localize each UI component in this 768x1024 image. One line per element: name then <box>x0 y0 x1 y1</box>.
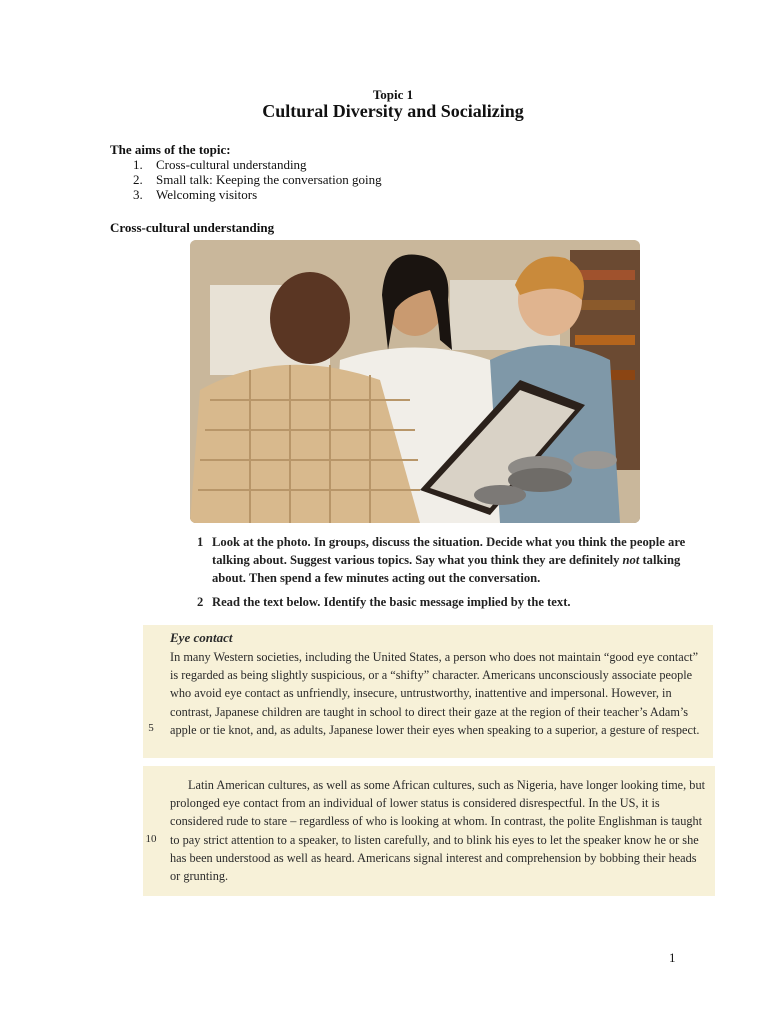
reading-paragraph-1: In many Western societies, including the United States, a person who does not maintain “good eye contact” is regarded as being slightly suspicious, or a “shifty” character. Americans unconsciously associate people who avoid eye contact as unfriendly, insecure, untrustworthy, inattentive and impersonal. However, in contrast, Japanese children are taught in school to direct their gaze at the region of their teacher’s Adam’s apple or tie knot, and, as adults, Japanese lower their eyes when speaking to a superior, a gesture of respect. <box>170 650 700 737</box>
task-list <box>197 533 717 617</box>
reading-body <box>170 648 705 739</box>
photo-three-people <box>190 240 640 523</box>
reading-box-1 <box>143 625 713 758</box>
task-number: 2 <box>197 595 204 609</box>
reading-box-2 <box>143 766 715 896</box>
task-text <box>212 593 717 611</box>
task-text-emphasis: not <box>622 553 640 567</box>
task-item <box>197 533 717 587</box>
task-text <box>212 533 717 587</box>
aims-item-number: 2. <box>133 172 143 187</box>
photo-illustration <box>190 240 640 523</box>
task-text-part: talking about. Then spend a few minutes acting out the conversation. <box>212 553 681 585</box>
aims-item-text: Welcoming visitors <box>156 187 258 202</box>
task-number: 1 <box>197 535 204 549</box>
aims-item-text: Small talk: Keeping the conversation going <box>156 172 382 187</box>
aims-heading: The aims of the topic: <box>110 142 231 157</box>
topic-label: Topic 1 <box>372 87 414 102</box>
section-heading: Cross-cultural understanding <box>110 220 275 235</box>
task-text-part: Read the text below. Identify the basic message implied by the text. <box>212 595 571 609</box>
aims-item <box>133 172 382 187</box>
page-title: Cultural Diversity and Socializing <box>262 101 524 121</box>
reading-heading: Eye contact <box>170 630 233 645</box>
reading-paragraph-2: Latin American cultures, as well as some African cultures, such as Nigeria, have longer looking time, but prolonged eye contact from an individual of lower status is considered disrespectful. In the US, it is considered rude to stare – regardless of who is looking at whom. In contrast, the polite Englishman is taught to pay strict attention to a speaker, to listen carefully, and to blink his eyes to let the speaker know he or she has been understood as well as heard. Americans signal interest and comprehension by bobbing their heads or grunting. <box>170 778 706 884</box>
task-text-part: Look at the photo. In groups, discuss the situation. Decide what you think the people are talking about. Suggest various topics. Say what you think they are definitely <box>212 535 686 567</box>
page-number: 1 <box>669 950 676 965</box>
aims-item <box>133 187 382 202</box>
line-number: 10 <box>145 833 157 845</box>
reading-body <box>170 776 707 885</box>
aims-item <box>133 157 382 172</box>
aims-item-number: 1. <box>133 157 143 172</box>
line-number: 5 <box>148 722 154 734</box>
aims-item-text: Cross-cultural understanding <box>156 157 307 172</box>
aims-list <box>133 157 382 202</box>
aims-item-number: 3. <box>133 187 143 202</box>
task-item <box>197 593 717 611</box>
